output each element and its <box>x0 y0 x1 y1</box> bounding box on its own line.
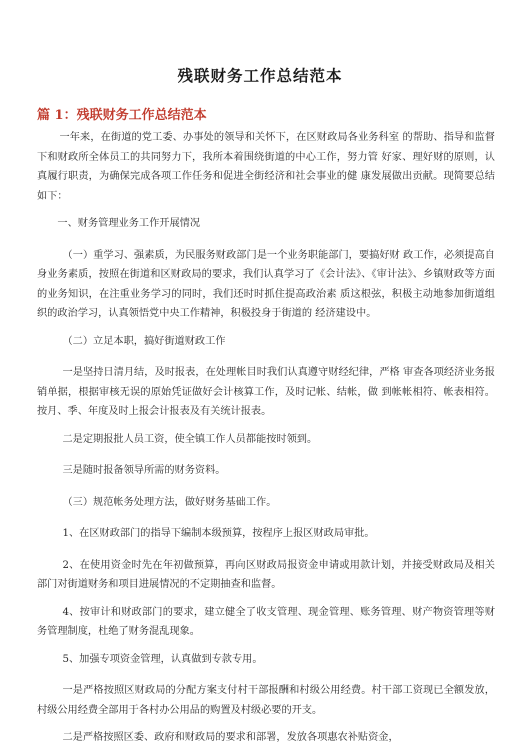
paragraph: 一是严格按照区财政局的分配方案支付村干部报酬和村级公用经费。村干部工资现已全额发放，村级公用经费全部用于各村办公用品的购置及村级必要的开支。 <box>37 685 495 716</box>
document-body <box>37 128 495 756</box>
paragraph: （三）规范帐务处理方法，做好财务基础工作。 <box>62 496 277 508</box>
paragraph: 5、加强专项资金管理，认真做到专款专用。 <box>62 653 263 665</box>
document-title: 残联财务工作总结范本 <box>177 66 343 85</box>
paragraph: 一年来，在街道的党工委、办事处的领导和关怀下，在区财政局各业务科室 的帮助、指导和监督下和财政所全体员工的共同努力下，我所本着围绕街道的中心工作，努力管 好家、理好财的原则，认真履行职责，为确保完成各项工作任务和促进全街经济和社会事业的健 康发展做出贡献。现简要总结如下： <box>37 132 495 202</box>
paragraph: 4、按审计和财政部门的要求，建立健全了收支管理、现金管理、账务管理、财产物资管理等财务管理制度，杜绝了财务混乱现象。 <box>37 606 495 637</box>
paragraph: 1、在区财政部门的指导下编制本级预算，按程序上报区财政局审批。 <box>62 528 375 539</box>
section-heading: 一、财务管理业务工作开展情况 <box>57 218 201 229</box>
paragraph: 2、在使用资金时先在年初做预算，再向区财政局报资金申请或用款计划，并接受财政局及相关部门对街道财务和项目进展情况的不定期抽查和监督。 <box>37 559 495 590</box>
section-heading: 篇 1：残联财务工作总结范本 <box>37 108 207 123</box>
paragraph: （一）重学习、强素质，为民服务财政部门是一个业务职能部门，要搞好财 政工作，必须提高自身业务素质，按照在街道和区财政局的要求，我们认真学习了《会计法》、《审计法》、乡镇财政等方面的业务知识，在注重业务学习的同时，我们还时时抓住提高政治素 质这根弦，积极主动地参加街道组织的政治学习，认真领悟党中央工作精神，积极投身于街道的 经济建设中。 <box>37 249 495 319</box>
paragraph: 三是随时报备领导所需的财务资料。 <box>62 465 226 476</box>
section-heading: （二）立足本职，搞好街道财政工作 <box>62 335 226 347</box>
paragraph: 二是定期报批人员工资，使全镇工作人员都能按时领到。 <box>62 433 318 445</box>
paragraph: 一是坚持日清月结，及时报表，在处理帐目时我们认真遵守财经纪律，严格 审查各项经济业务报销单据，根据审核无误的原始凭证做好会计核算工作，及时记帐、结帐，做 到帐帐相符、帐表相符。按月、季、年度及时上报会计报表及有关统计报表。 <box>37 367 495 417</box>
paragraph: 二是严格按照区委、政府和财政局的要求和部署，发放各项惠农补贴资金， <box>62 732 399 743</box>
